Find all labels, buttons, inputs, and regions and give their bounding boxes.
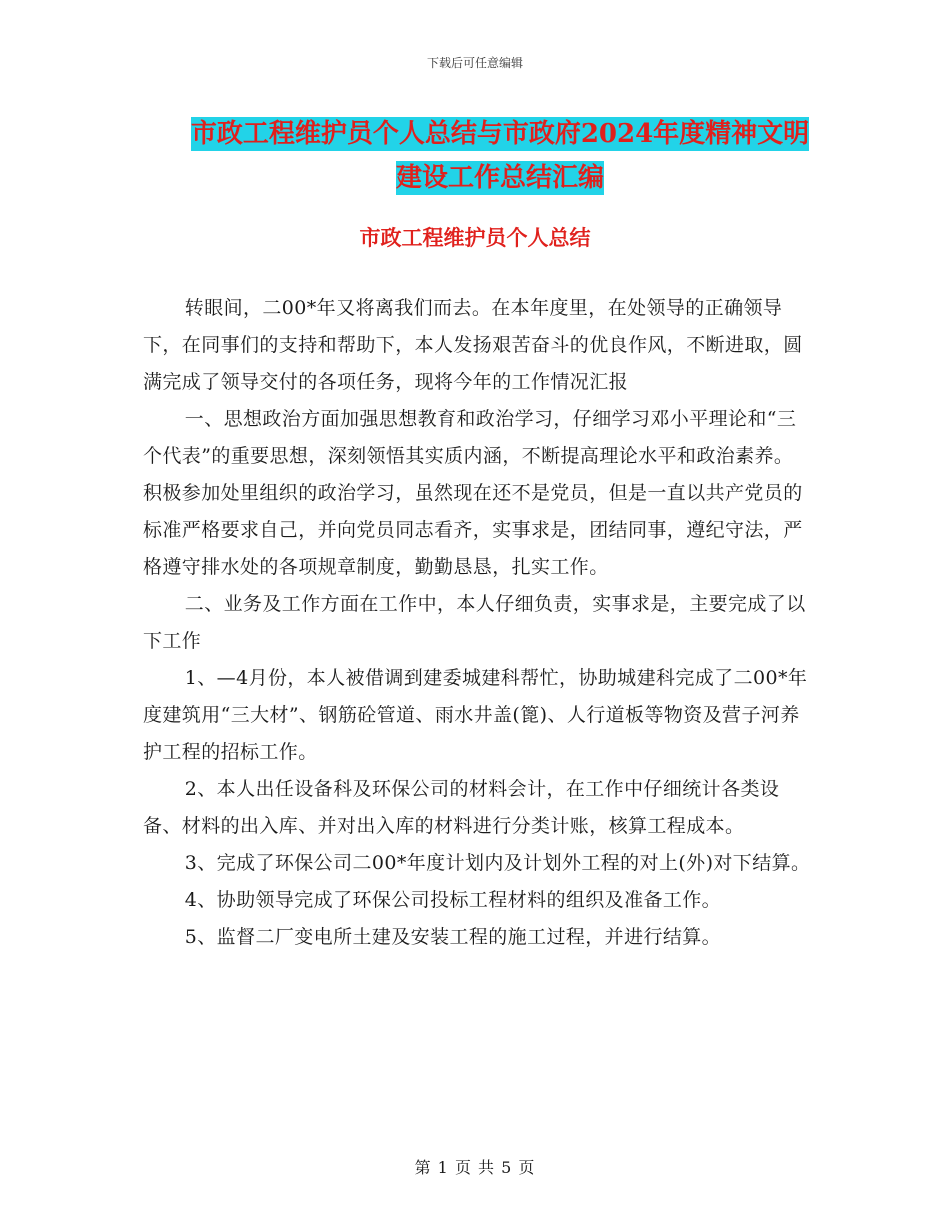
document-body (143, 290, 811, 956)
paragraph-item-4: 4、协助领导完成了环保公司投标工程材料的组织及准备工作。 (184, 889, 722, 911)
document-title-line-1: 市政工程维护员个人总结与市政府2024年度精神文明 (190, 119, 810, 149)
paragraph-intro: 转眼间，二00*年又将离我们而去。在本年度里，在处领导的正确领导下，在同事们的支持和帮助下，本人发扬艰苦奋斗的优良作风，不断进取，圆满完成了领导交付的各项任务，现将今年的工作情况汇报 (143, 297, 803, 393)
paragraph-item-5: 5、监督二厂变电所土建及安装工程的施工过程，并进行结算。 (184, 926, 722, 948)
paragraph-item-2: 2、本人出任设备科及环保公司的材料会计，在工作中仔细统计各类设备、材料的出入库、并对出入库的材料进行分类计账，核算工程成本。 (143, 778, 780, 837)
page-footer: 第 1 页 共 5 页 (414, 1158, 536, 1177)
document-title (150, 112, 850, 200)
paragraph-item-1: 1、—4月份，本人被借调到建委城建科帮忙，协助城建科完成了二00*年度建筑用“三大材”、钢筋砼管道、雨水井盖(篦)、人行道板等物资及营子河养护工程的招标工作。 (143, 667, 808, 763)
header-note: 下载后可任意编辑 (426, 56, 523, 70)
paragraph-political: 一、思想政治方面加强思想教育和政治学习，仔细学习邓小平理论和“三个代表”的重要思想，深刻领悟其实质内涵，不断提高理论水平和政治素养。积极参加处里组织的政治学习，虽然现在还不是党员，但是一直以共产党员的标准严格要求自己，并向党员同志看齐，实事求是，团结同事，遵纪守法，严格遵守排水处的各项规章制度，勤勤恳恳，扎实工作。 (143, 408, 803, 578)
paragraph-item-3: 3、完成了环保公司二00*年度计划内及计划外工程的对上(外)对下结算。 (184, 852, 811, 874)
paragraph-business: 二、业务及工作方面在工作中，本人仔细负责，实事求是，主要完成了以下工作 (143, 593, 806, 652)
document-title-line-2: 建设工作总结汇编 (395, 163, 604, 193)
section-title: 市政工程维护员个人总结 (359, 225, 591, 250)
